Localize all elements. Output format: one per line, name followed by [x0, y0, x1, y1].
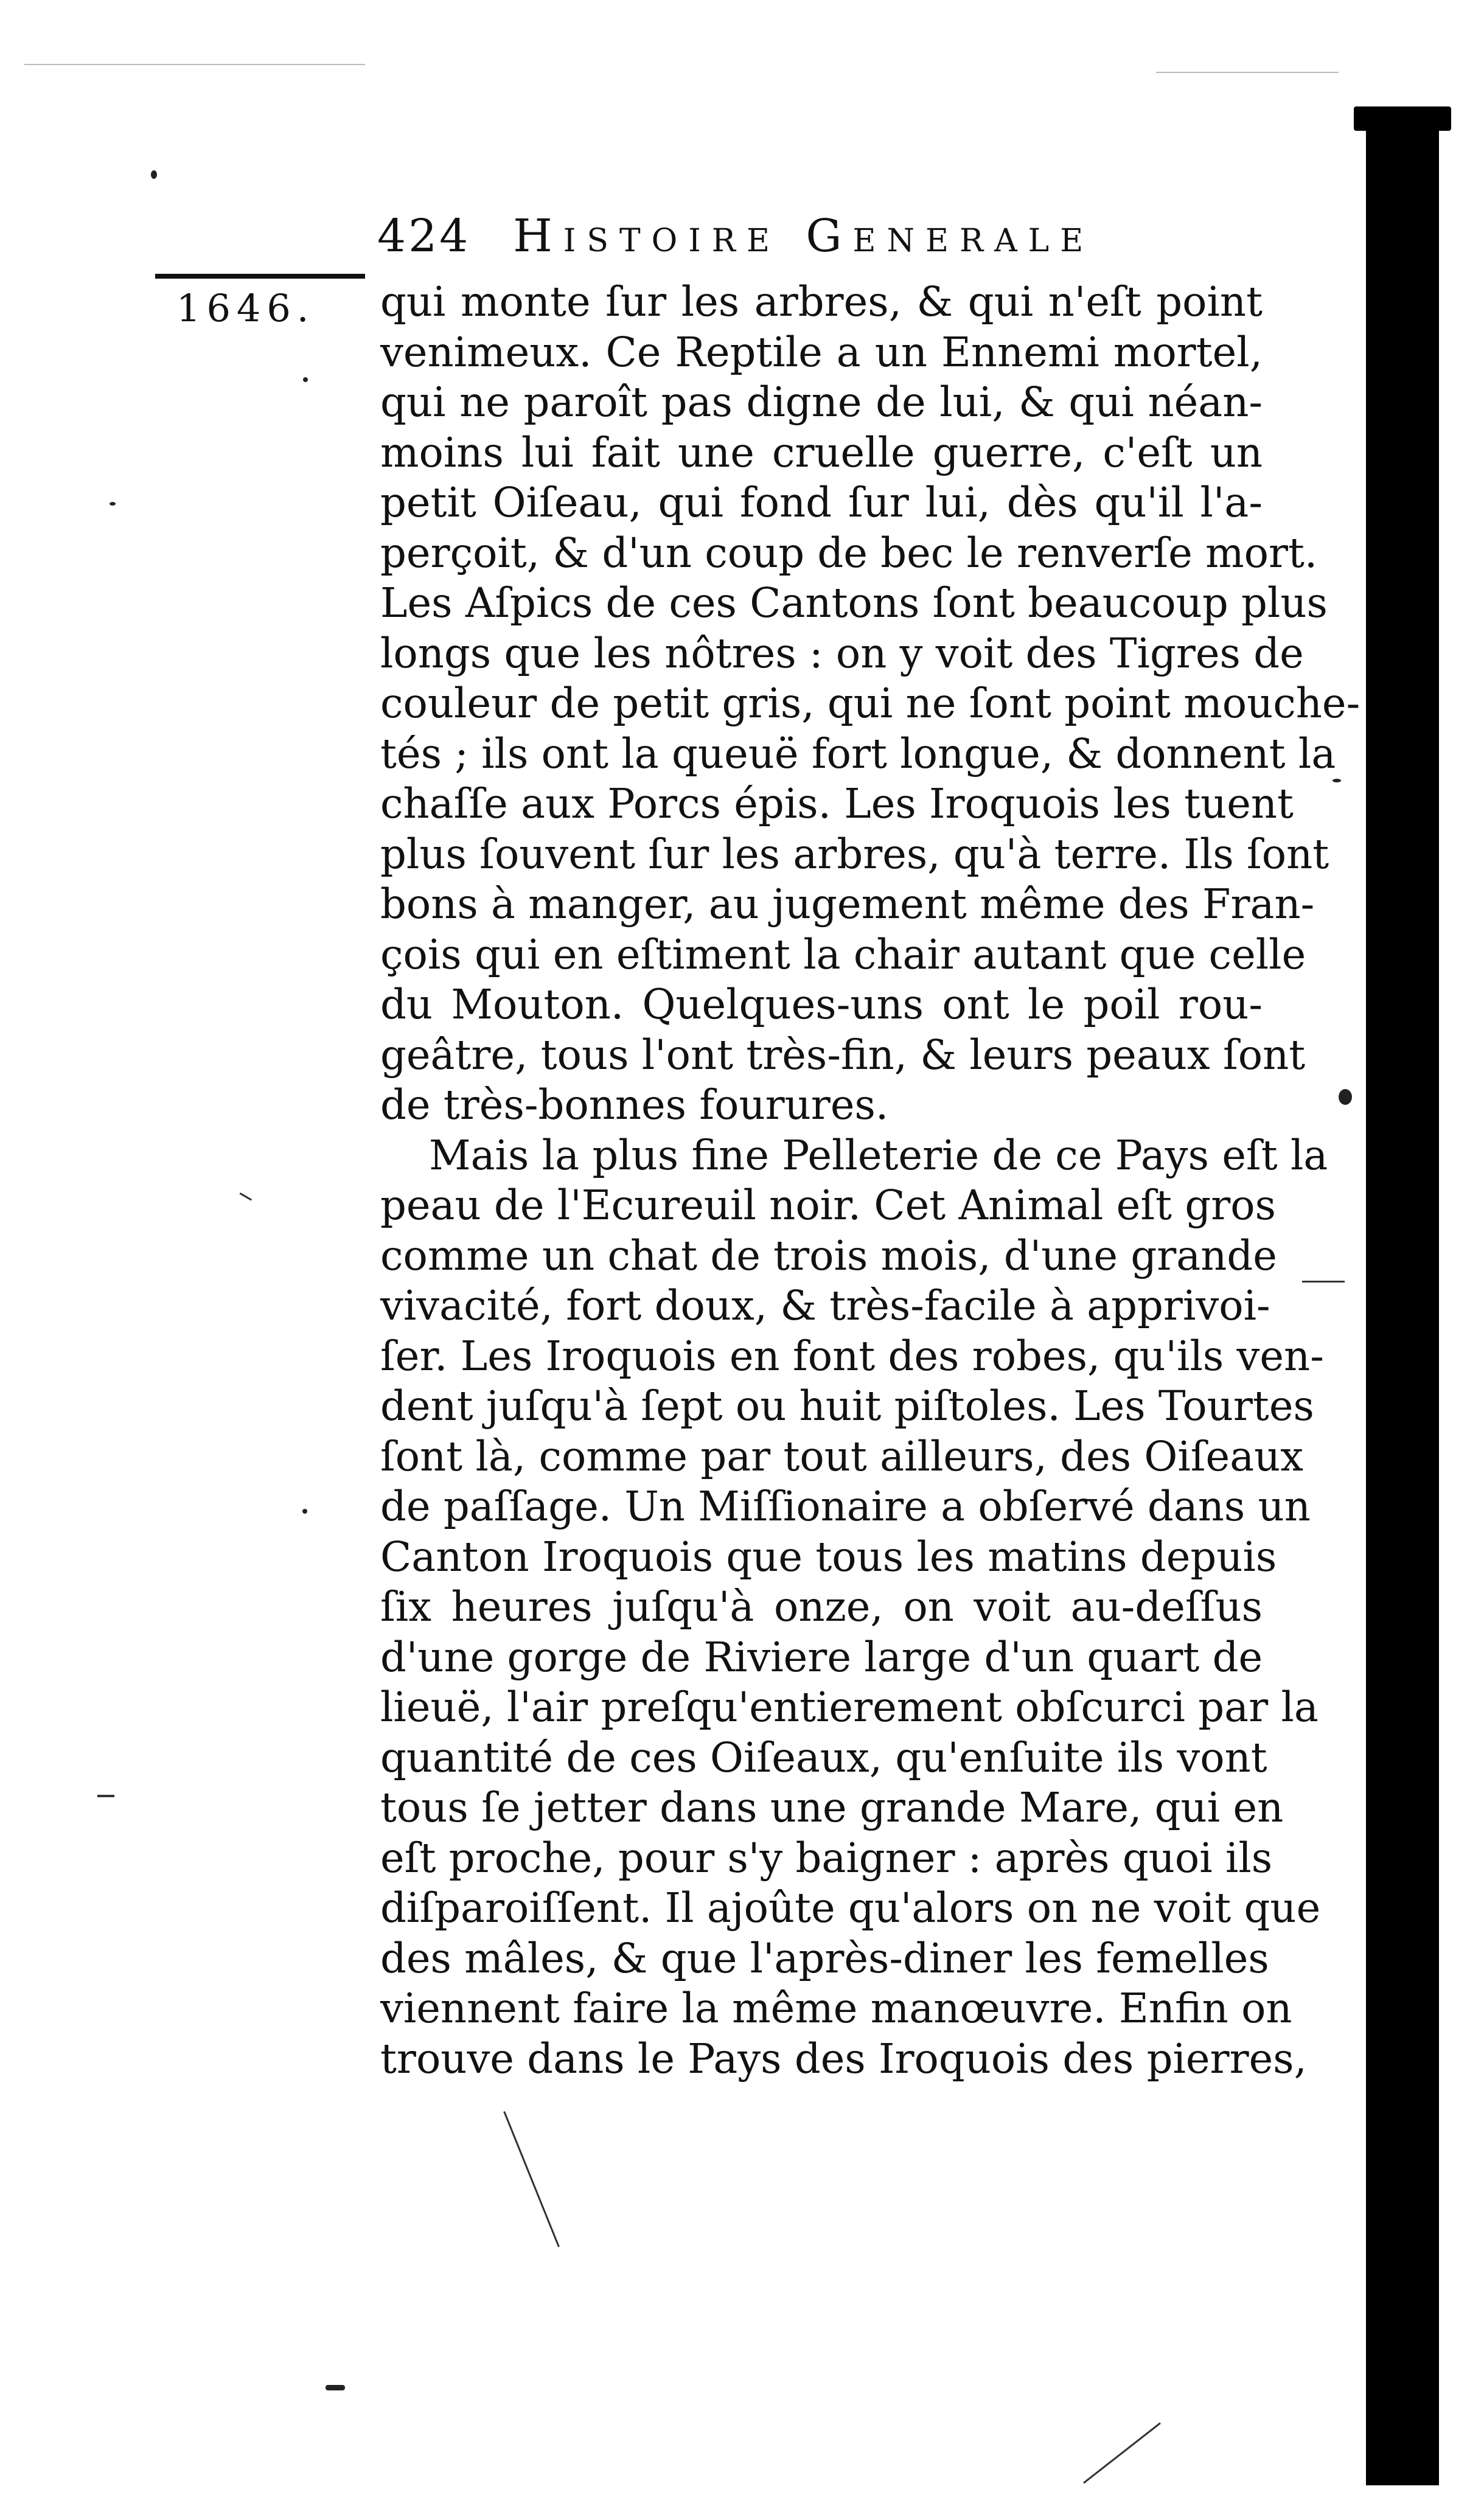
page-number: 424 — [377, 210, 471, 262]
text-line: trouve dans le Pays des Iroquois des pierres, — [380, 2034, 1307, 2083]
scratch-mark — [503, 2111, 560, 2247]
text-line: du Mouton. Quelques-uns ont le poil rou- — [380, 981, 1263, 1028]
text-line: tés ; ils ont la queuë fort longue, & donnent la — [380, 729, 1336, 778]
text-line: perçoit, & d'un coup de bec le renverſe mort. — [380, 529, 1318, 577]
text-line: moins lui fait une cruelle guerre, c'eſt un — [380, 428, 1263, 476]
text-line: de très-bonnes fourures. — [380, 1081, 889, 1129]
text-line: tous ſe jetter dans une grande Mare, qui en — [380, 1784, 1284, 1831]
binding-shadow — [1366, 110, 1439, 2485]
scratch-mark — [24, 64, 365, 65]
paragraph-2 — [380, 1130, 1328, 2084]
text-line: peau de l'Ecureuil noir. Cet Animal eſt gros — [380, 1182, 1276, 1229]
margin-rule — [155, 274, 365, 279]
scratch-mark — [1302, 1281, 1345, 1283]
text-line: plus ſouvent ſur les arbres, qu'à terre. Ils ſont — [380, 830, 1329, 878]
text-line: petit Oiſeau, qui fond ſur lui, dès qu'il l'a- — [380, 479, 1263, 526]
text-line: quantité de ces Oiſeaux, qu'enſuite ils vont — [380, 1733, 1267, 1781]
text-line: longs que les nôtres : on y voit des Tigres de — [380, 629, 1304, 677]
ink-speck — [110, 502, 116, 506]
scratch-mark — [240, 1192, 253, 1201]
text-line: lieuë, l'air preſqu'entierement obſcurci par la — [380, 1683, 1319, 1731]
body-text — [380, 277, 1360, 2084]
text-line: couleur de petit gris, qui ne ſont point mouche- — [380, 680, 1360, 727]
ink-speck — [1339, 1089, 1352, 1105]
text-line: d'une gorge de Riviere large d'un quart de — [380, 1633, 1263, 1681]
text-line: çois qui en eſtiment la chair autant que celle — [380, 930, 1306, 978]
text-line: geâtre, tous l'ont très-fin, & leurs peaux ſont — [380, 1031, 1306, 1079]
text-line: des mâles, & que l'après-diner les femelles — [380, 1934, 1269, 1982]
text-line: diſparoiſſent. Il ajoûte qu'alors on ne voit que — [380, 1884, 1321, 1932]
text-line: qui monte ſur les arbres, & qui n'eſt point — [380, 278, 1263, 325]
paragraph-1 — [380, 277, 1360, 1130]
running-head — [377, 210, 1266, 277]
ink-speck — [1332, 779, 1341, 782]
ink-speck — [151, 170, 157, 179]
text-line: de paſſage. Un Miſſionaire a obſervé dans un — [380, 1483, 1311, 1530]
text-line: Canton Iroquois que tous les matins depuis — [380, 1533, 1277, 1581]
scratch-mark — [1156, 72, 1339, 73]
ink-speck — [302, 1509, 307, 1514]
scratch-mark — [1083, 2422, 1161, 2483]
scratch-mark — [97, 1795, 114, 1797]
text-line: Les Aſpics de ces Cantons ſont beaucoup plus — [380, 579, 1328, 627]
ink-speck — [326, 2385, 345, 2390]
text-line: bons à manger, au jugement même des Fran- — [380, 880, 1315, 928]
running-title: Histoire Generale — [513, 210, 1095, 262]
ink-speck — [303, 377, 308, 382]
text-line: Mais la plus fine Pelleterie de ce Pays eſt la — [429, 1131, 1328, 1179]
text-line: viennent faire la même manœuvre. Enfin on — [380, 1985, 1292, 2032]
text-line: qui ne paroît pas digne de lui, & qui néan- — [380, 378, 1263, 426]
text-line: eſt proche, pour s'y baigner : après quoi ils — [380, 1834, 1273, 1882]
text-line: comme un chat de trois mois, d'une grande — [380, 1231, 1277, 1279]
text-line: dent juſqu'à ſept ou huit piſtoles. Les Tourtes — [380, 1382, 1314, 1430]
text-line: venimeux. Ce Reptile a un Ennemi mortel, — [380, 328, 1263, 376]
text-line: ſix heures juſqu'à onze, on voit au-deſſus — [380, 1583, 1263, 1631]
margin-year-note: 1646. — [176, 286, 315, 330]
text-line: ſont là, comme par tout ailleurs, des Oiſeaux — [380, 1432, 1304, 1480]
text-line: chaſſe aux Porcs épis. Les Iroquois les tuent — [380, 780, 1294, 827]
text-line: vivacité, fort doux, & très-facile à apprivoi- — [380, 1282, 1270, 1329]
text-line: ſer. Les Iroquois en font des robes, qu'ils ven- — [380, 1332, 1324, 1380]
